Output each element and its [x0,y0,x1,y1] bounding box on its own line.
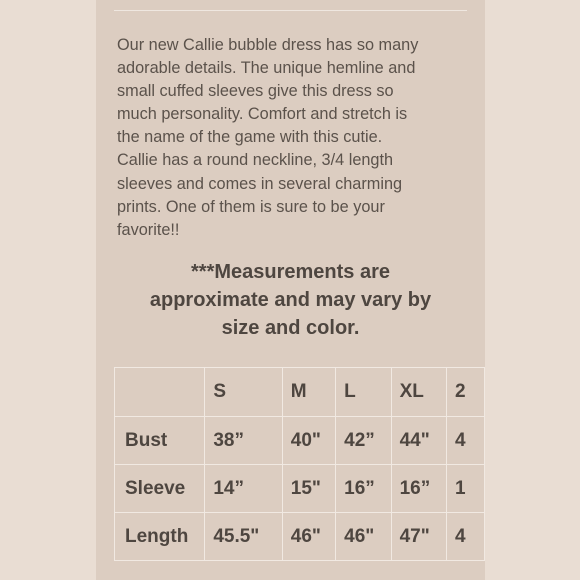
product-description-card [96,0,485,580]
table-cell: 4 [447,417,485,465]
table-cell: 46" [336,513,391,561]
measurement-note: ***Measurements are approximate and may vary by size and color. [149,261,432,339]
table-cell: 1 [447,465,485,513]
row-label-sleeve: Sleeve [115,465,205,513]
table-row [115,513,485,561]
size-chart-header-row [115,368,485,417]
table-cell: 47" [391,513,446,561]
product-description: Our new Callie bubble dress has so many adorable details. The unique hemline and small cuffed sleeves give this dress so much personality. Comfort and stretch is the name of the game with this cutie. Callie has a round neckline, 3/4 length sleeves and comes in several charming prints. One of them is sure to be your favorite!! [117,36,419,239]
row-label-length: Length [115,513,205,561]
table-row [115,417,485,465]
size-chart-table [114,367,485,561]
table-row [115,465,485,513]
right-margin [485,0,580,580]
table-cell: 44" [391,417,446,465]
table-cell: 46" [282,513,335,561]
table-cell: 42” [336,417,391,465]
size-header-l: L [336,368,391,417]
size-header-xl: XL [391,368,446,417]
top-divider [114,10,467,11]
row-label-bust: Bust [115,417,205,465]
left-margin [0,0,96,580]
table-cell: 4 [447,513,485,561]
table-cell: 45.5" [205,513,282,561]
table-cell: 40" [282,417,335,465]
table-cell: 16” [391,465,446,513]
table-cell: 14” [205,465,282,513]
size-header-m: M [282,368,335,417]
size-header-s: S [205,368,282,417]
size-header-2xl: 2 [447,368,485,417]
table-cell: 38” [205,417,282,465]
size-header-blank [115,368,205,417]
table-cell: 16” [336,465,391,513]
table-cell: 15" [282,465,335,513]
